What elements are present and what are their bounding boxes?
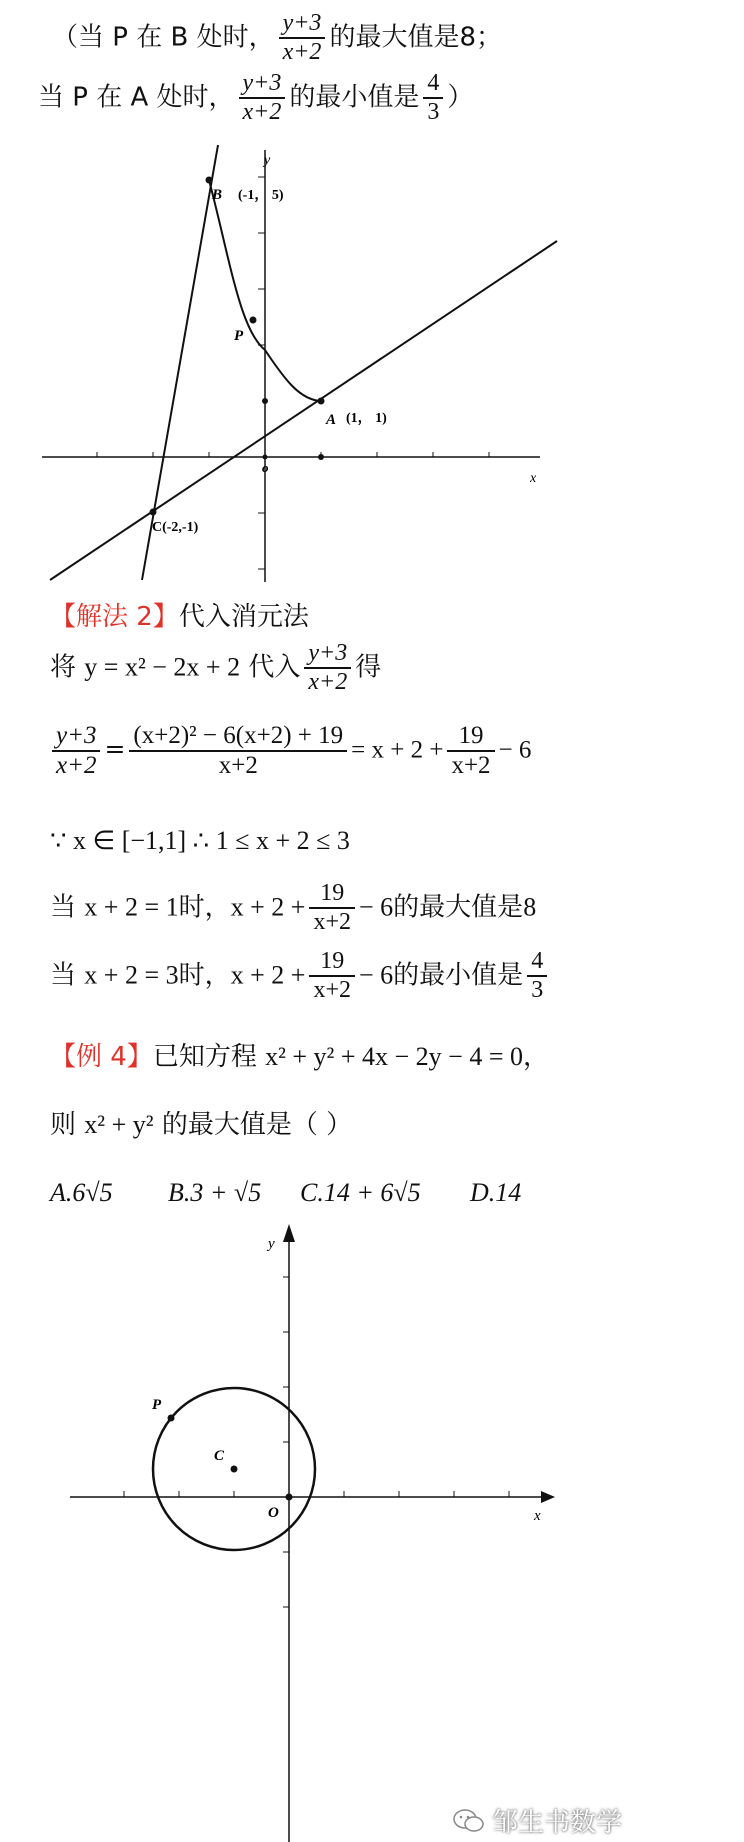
solution-2-heading bbox=[50, 596, 309, 633]
sub-mid: 代入 bbox=[248, 652, 301, 683]
min-val-frac bbox=[527, 948, 547, 1004]
fraction-num: 19 bbox=[309, 948, 355, 977]
range-line: ∵ x ∈ [−1,1] ∴ 1 ≤ x + 2 ≤ 3 bbox=[50, 826, 350, 855]
fraction-den: 3 bbox=[531, 977, 544, 1003]
max-mid: 时， bbox=[178, 892, 231, 923]
option-a: A.6√5 bbox=[50, 1178, 113, 1207]
min-frac bbox=[309, 948, 355, 1004]
point-P bbox=[250, 317, 257, 324]
label-y: y bbox=[268, 1236, 275, 1252]
min-word: 的最小值是 bbox=[393, 960, 524, 991]
max-cond: x + 2 = 1 bbox=[84, 892, 179, 922]
sub-expr: y = x² − 2x + 2 bbox=[84, 652, 241, 682]
fraction-den: x+2 bbox=[218, 752, 258, 779]
fraction-den: 3 bbox=[427, 99, 440, 125]
text-l2-pre: 当 P 在 A 处时， bbox=[38, 82, 235, 113]
fraction-den: x+2 bbox=[282, 39, 322, 65]
example-4-expr: x² + y² + 4x − 2y − 4 = 0 bbox=[265, 1042, 523, 1071]
fraction-four-thirds bbox=[423, 70, 443, 126]
graph-2 bbox=[40, 1218, 600, 1842]
example-4-comma: ， bbox=[523, 1042, 550, 1072]
max-tail: − 6 bbox=[359, 892, 394, 922]
label-C: C bbox=[214, 1448, 225, 1464]
max-pre: 当 bbox=[50, 892, 77, 923]
y-ticks bbox=[258, 177, 265, 569]
eq-rhs-pre: = x + 2 + bbox=[351, 736, 444, 764]
label-A-coord: (1， 1) bbox=[346, 411, 387, 426]
label-o: o bbox=[262, 460, 269, 475]
wechat-icon bbox=[452, 1807, 486, 1835]
point-origin bbox=[286, 1494, 293, 1501]
fraction-num: y+3 bbox=[239, 70, 286, 99]
question-line bbox=[50, 1104, 352, 1141]
text-l1-pre: （当 P 在 B 处时， bbox=[52, 22, 275, 53]
options-line bbox=[50, 1178, 521, 1208]
fraction-den: x+2 bbox=[308, 669, 348, 695]
point-C bbox=[231, 1466, 238, 1473]
line-min-at-A bbox=[38, 70, 473, 126]
fraction-num: 4 bbox=[423, 70, 443, 99]
fraction-num: 4 bbox=[527, 948, 547, 977]
question-pre: 则 bbox=[50, 1110, 77, 1140]
label-B: B bbox=[212, 187, 223, 203]
min-expr: x + 2 + bbox=[230, 960, 306, 990]
fraction-num: 19 bbox=[309, 880, 355, 909]
label-P: P bbox=[152, 1397, 162, 1413]
option-d: D.14 bbox=[470, 1178, 522, 1207]
text-l1-val: 8； bbox=[459, 22, 502, 53]
fraction-den: x+2 bbox=[451, 752, 491, 779]
fraction-den: x+2 bbox=[56, 752, 97, 779]
y-axis-arrow bbox=[283, 1224, 295, 1242]
min-mid: 时， bbox=[178, 960, 231, 991]
fraction-den: x+2 bbox=[313, 977, 351, 1003]
min-line bbox=[50, 948, 551, 1004]
max-word: 的最大值是 bbox=[393, 892, 524, 923]
text-l2-post: 的最小值是 bbox=[289, 82, 420, 113]
line-AC bbox=[50, 241, 557, 580]
sub-pre: 将 bbox=[50, 652, 77, 683]
point-y1 bbox=[262, 398, 268, 404]
eq-rhs-post: − 6 bbox=[498, 736, 532, 764]
fraction-den: x+2 bbox=[242, 99, 282, 125]
max-expr: x + 2 + bbox=[230, 892, 306, 922]
max-val: 8 bbox=[523, 892, 537, 922]
fraction-num: y+3 bbox=[304, 640, 351, 669]
eq-mid bbox=[129, 722, 347, 780]
label-C: C(-2,-1) bbox=[152, 520, 199, 535]
equation-line bbox=[48, 722, 531, 780]
question-post: 的最大值是（ ） bbox=[161, 1110, 353, 1140]
line-max-at-B bbox=[52, 10, 502, 66]
fraction-num: y+3 bbox=[52, 722, 100, 752]
label-y: y bbox=[264, 153, 271, 168]
fraction-num: (x+2)² − 6(x+2) + 19 bbox=[129, 722, 347, 752]
point-A bbox=[318, 398, 325, 405]
option-b: B.3 + √5 bbox=[168, 1178, 262, 1207]
fraction-ratio-2 bbox=[239, 70, 286, 126]
label-O: O bbox=[268, 1505, 279, 1521]
point-C bbox=[150, 509, 157, 516]
label-x: x bbox=[534, 1508, 541, 1524]
eq-lhs bbox=[52, 722, 100, 780]
point-origin bbox=[263, 455, 268, 460]
solution-2-tag: 【解法 2】 bbox=[50, 602, 179, 632]
text-l2-end: ） bbox=[447, 82, 474, 113]
example-4-text: 已知方程 bbox=[152, 1042, 257, 1072]
x-axis-arrow bbox=[541, 1491, 555, 1503]
y-ticks bbox=[283, 1277, 289, 1607]
max-frac bbox=[309, 880, 355, 936]
fraction-den: x+2 bbox=[313, 909, 351, 935]
example-4-tag: 【例 4】 bbox=[50, 1042, 153, 1072]
point-P bbox=[168, 1415, 175, 1422]
watermark-text: 邹生书数学 bbox=[492, 1808, 623, 1838]
fraction-ratio bbox=[279, 10, 326, 66]
sub-fraction bbox=[304, 640, 351, 696]
watermark bbox=[452, 1802, 622, 1839]
eq-rhs-frac bbox=[447, 722, 494, 780]
x-ticks bbox=[124, 1491, 509, 1497]
label-x: x bbox=[530, 471, 537, 486]
max-line bbox=[50, 880, 536, 936]
label-A: A bbox=[326, 412, 337, 428]
option-c: C.14 + 6√5 bbox=[300, 1178, 421, 1207]
text-l1-post: 的最大值是 bbox=[329, 22, 460, 53]
eq-sign: = bbox=[104, 734, 126, 764]
point-B bbox=[206, 177, 213, 184]
sub-post: 得 bbox=[355, 652, 382, 683]
point-x1 bbox=[318, 454, 324, 460]
min-tail: − 6 bbox=[359, 960, 394, 990]
substitution-line bbox=[50, 640, 381, 696]
min-pre: 当 bbox=[50, 960, 77, 991]
question-expr: x² + y² bbox=[84, 1110, 154, 1139]
label-B-coord: (-1， 5) bbox=[238, 188, 284, 203]
fraction-num: 19 bbox=[447, 722, 494, 752]
graph-1 bbox=[40, 140, 570, 588]
example-4-line bbox=[50, 1036, 549, 1073]
solution-2-title: 代入消元法 bbox=[178, 602, 309, 632]
label-P: P bbox=[234, 328, 244, 344]
fraction-num: y+3 bbox=[279, 10, 326, 39]
min-cond: x + 2 = 3 bbox=[84, 960, 179, 990]
